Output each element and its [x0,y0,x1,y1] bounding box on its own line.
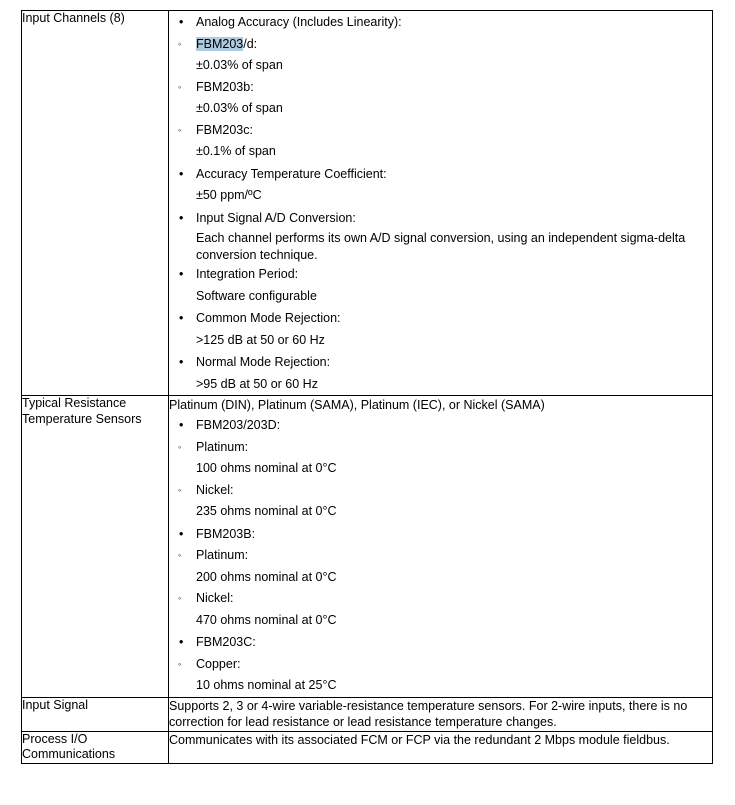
bullet-icon: • [179,210,184,225]
bullet-icon: • [179,418,184,432]
list-item [169,545,712,567]
value-text: ±0.03% of span [196,101,283,115]
list-item-label: Integration Period: [196,267,299,281]
list-item [169,352,712,374]
description-text: Communicates with its associated FCM or FCP via the redundant 2 Mbps module fieldbus. [169,732,670,747]
list-item [169,208,712,230]
row-label: Input Channels (8) [22,11,125,25]
hollow-bullet-icon: ◦ [178,658,182,669]
row-label: Process I/O Communications [22,731,116,761]
list-item [169,415,712,437]
table-row-input-signal [22,697,713,731]
list-item [169,588,712,610]
hollow-bullet-icon: ◦ [178,441,182,452]
list-item [169,632,712,654]
value-text: ±0.1% of span [196,144,276,158]
value-text: 470 ohms nominal at 0°C [196,612,337,627]
value-text: 200 ohms nominal at 0°C [196,569,337,584]
list-item [169,164,712,186]
row-label-cell [22,697,169,731]
list-item [169,34,712,56]
list-item-label: Input Signal A/D Conversion: [196,210,356,225]
value-text: >95 dB at 50 or 60 Hz [196,376,318,391]
row-label-cell [22,11,169,396]
table-row-input-channels [22,11,713,396]
bullet-icon: • [179,311,184,325]
hollow-bullet-icon: ◦ [178,38,182,49]
hollow-bullet-icon: ◦ [178,124,182,135]
list-item-label: FBM203/203D: [196,418,281,432]
bullet-icon: • [179,15,184,29]
list-item-label: FBM203b: [196,79,254,94]
list-item [169,654,712,676]
description-text: Each channel performs its own A/D signal conversion, using an independent sigma-delta conversion technique. [196,231,686,262]
value-text: Software configurable [196,288,317,303]
bullet-icon: • [179,267,184,281]
list-item-label: FBM203C: [196,635,256,649]
value-text: >125 dB at 50 or 60 Hz [196,332,325,347]
list-item-label: Platinum: [196,548,249,562]
bullet-icon: • [179,526,184,541]
list-item [169,308,712,330]
list-item-label: Common Mode Rejection: [196,311,341,325]
hollow-bullet-icon: ◦ [178,81,182,92]
list-item [169,77,712,99]
row-value-cell [169,697,713,731]
table-row-process-io-communications [22,731,713,763]
sublist [169,34,712,163]
value-text: 100 ohms nominal at 0°C [196,461,337,475]
list-item-label: Nickel: [196,482,234,497]
bullet-icon: • [179,355,184,369]
list-item-label: Platinum: [196,439,249,454]
selected-text-highlight: FBM203 [196,36,244,51]
hollow-bullet-icon: ◦ [178,593,182,603]
list-item [169,120,712,142]
list-item [169,264,712,286]
row-label-cell [22,396,169,698]
hollow-bullet-icon: ◦ [178,550,182,560]
list-item-label: Nickel: [196,591,234,605]
row-label-cell [22,731,169,763]
value-text: ±0.03% of span [196,58,283,72]
row-value-cell [169,11,713,396]
list-item [169,437,712,459]
bullet-icon: • [179,166,184,181]
value-text: ±50 ppm/ºC [196,188,262,202]
list-item [169,524,712,546]
hollow-bullet-icon: ◦ [178,484,182,495]
list-item [169,480,712,502]
list-item-label: Accuracy Temperature Coefficient: [196,166,387,181]
row-label: Input Signal [22,697,89,712]
list-item-label: FBM203B: [196,526,256,541]
list-item [169,12,712,34]
bullet-icon: • [179,635,184,649]
list-item-label: /d: [243,36,258,51]
row-label: Typical Resistance Temperature Sensors [22,396,142,426]
row-value-cell [169,731,713,763]
table-row-resistance-sensors [22,396,713,698]
list-item-label: Copper: [196,656,241,671]
lead-text: Platinum (DIN), Platinum (SAMA), Platinum (IEC), or Nickel (SAMA) [169,398,545,412]
list-item-label: FBM203c: [196,122,253,137]
value-text: 235 ohms nominal at 0°C [196,504,337,518]
description-text: Supports 2, 3 or 4-wire variable-resistance temperature sensors. For 2-wire inputs, there is no correction for lead resistance or lead resistance temperature changes. [169,698,688,729]
value-text: 10 ohms nominal at 25°C [196,678,337,692]
row-value-cell [169,396,713,698]
list-item-label: Normal Mode Rejection: [196,355,331,369]
list-item-label: Analog Accuracy (Includes Linearity): [196,15,402,29]
specification-table [21,10,713,764]
